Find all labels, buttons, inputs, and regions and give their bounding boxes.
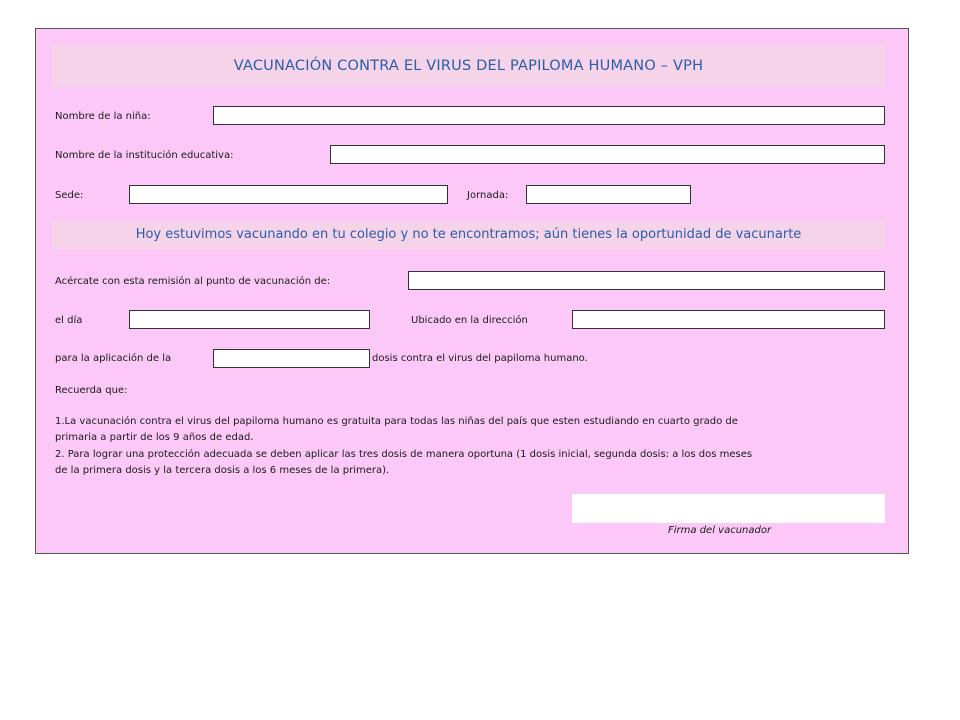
dosis-field[interactable] <box>213 349 370 368</box>
reminder-item-1 <box>55 414 885 446</box>
form-title: VACUNACIÓN CONTRA EL VIRUS DEL PAPILOMA HUMANO – VPH <box>52 45 885 87</box>
direccion-label: Ubicado en la dirección <box>411 315 528 326</box>
jornada-field[interactable] <box>526 185 691 204</box>
dosis-suffix-label: dosis contra el virus del papiloma humano. <box>372 353 588 364</box>
institucion-label: Nombre de la institución educativa: <box>55 150 234 161</box>
punto-vacunacion-label: Acércate con esta remisión al punto de vacunación de: <box>55 276 331 287</box>
institucion-field[interactable] <box>330 145 885 164</box>
punto-vacunacion-field[interactable] <box>408 271 885 290</box>
sede-label: Sede: <box>55 190 84 201</box>
reminder-item-2 <box>55 447 885 479</box>
reminder-item-1-line-1: 1.La vacunación contra el virus del papiloma humano es gratuita para todas las niñas del país que esten estudiando en cuarto grado de <box>55 416 738 427</box>
signature-box[interactable] <box>572 494 885 523</box>
vaccination-form-card <box>35 28 909 554</box>
dia-label: el día <box>55 315 83 326</box>
reminder-item-1-line-2: primaria a partir de los 9 años de edad. <box>55 432 254 443</box>
dia-field[interactable] <box>129 310 370 329</box>
reminder-heading: Recuerda que: <box>55 385 128 396</box>
reminder-item-2-line-2: de la primera dosis y la tercera dosis a los 6 meses de la primera). <box>55 465 390 476</box>
nombre-nina-label: Nombre de la niña: <box>55 111 151 122</box>
jornada-label: Jornada: <box>467 190 509 201</box>
direccion-field[interactable] <box>572 310 885 329</box>
nombre-nina-field[interactable] <box>213 106 885 125</box>
reminder-item-2-line-1: 2. Para lograr una protección adecuada se deben aplicar las tres dosis de manera oportuna (1 dosis inicial, segunda dosis: a los dos meses <box>55 449 753 460</box>
form-subtitle: Hoy estuvimos vacunando en tu colegio y no te encontramos; aún tienes la oportunidad de vacunarte <box>52 221 885 249</box>
sede-field[interactable] <box>129 185 448 204</box>
aplicacion-label: para la aplicación de la <box>55 353 172 364</box>
signature-label: Firma del vacunador <box>668 525 772 536</box>
